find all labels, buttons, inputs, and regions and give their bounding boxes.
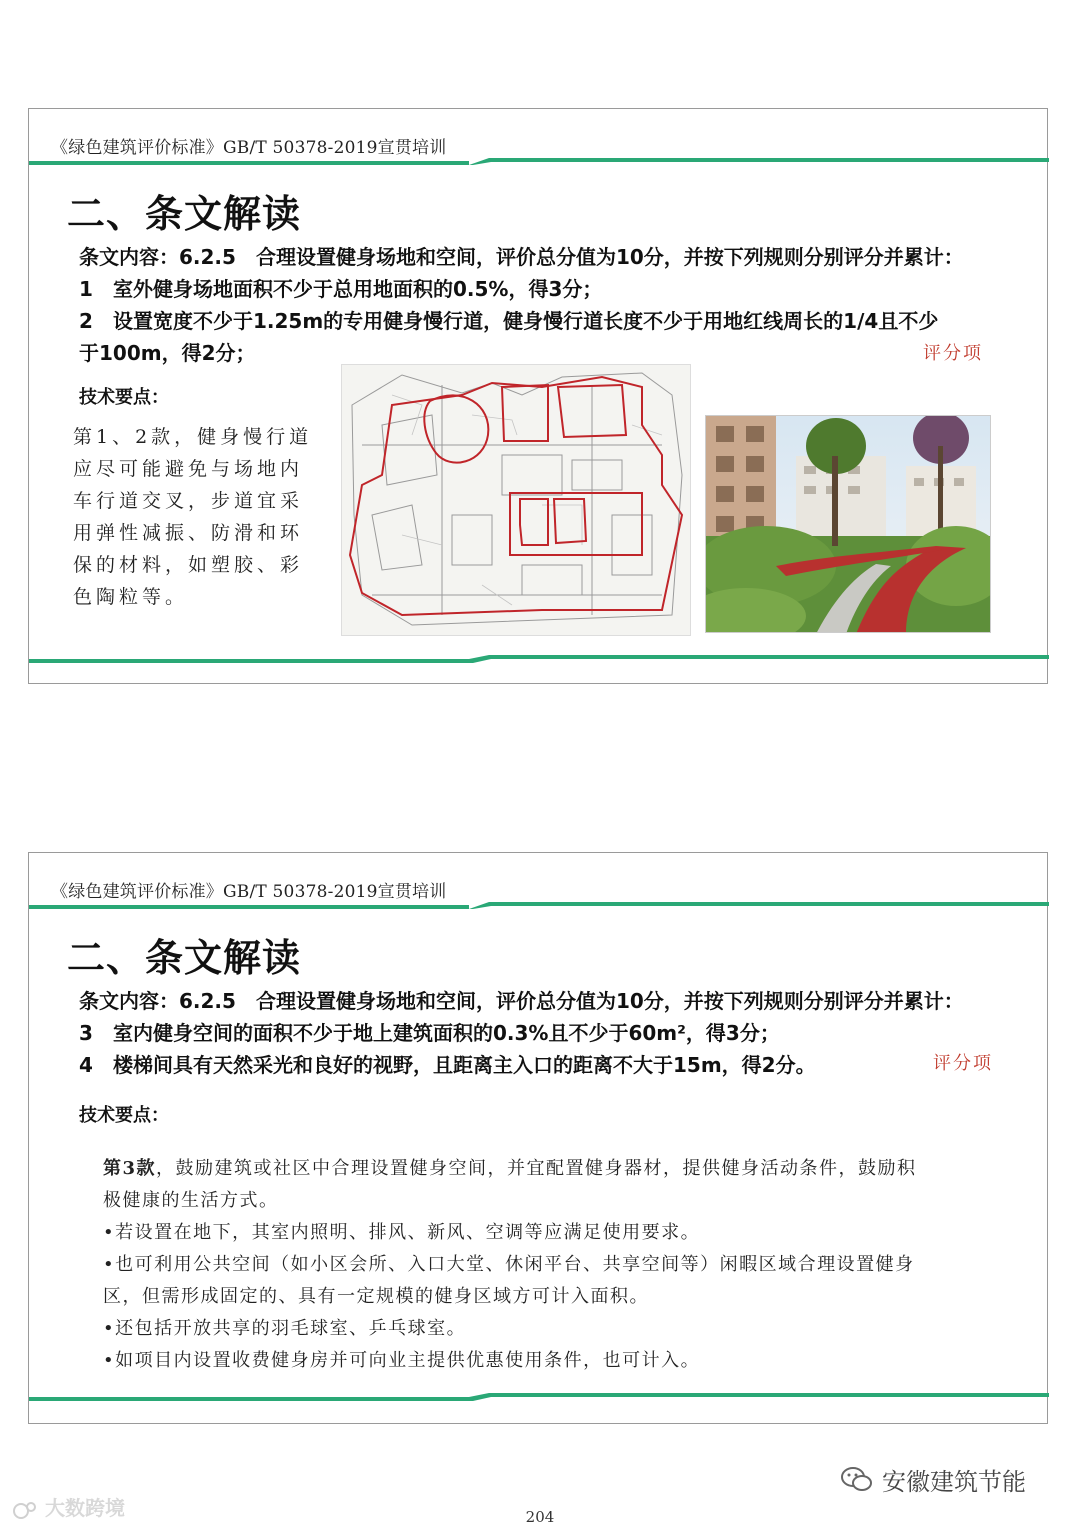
page-number: 204 — [525, 1508, 555, 1526]
clause-item — [79, 273, 602, 302]
slide-title: 二、条文解读 — [67, 936, 302, 980]
clause-item — [79, 1049, 816, 1078]
header-rule — [29, 899, 1049, 911]
bullet-item: •如项目内设置收费健身房并可向业主提供优惠使用条件，也可计入。 — [103, 1350, 701, 1371]
tech-label: 技术要点： — [79, 387, 169, 408]
item-number: 3 — [79, 1021, 93, 1045]
watermark-right — [840, 1462, 1026, 1497]
body-lead-rest: ，鼓励建筑或社区中合理设置健身空间，并宜配置健身器材，提供健身活动条件，鼓励积极健康的生活方式。 — [103, 1158, 917, 1211]
slide-header: 《绿色建筑评价标准》GB/T 50378-2019宣贯培训 — [51, 138, 447, 158]
score-tag: 评分项 — [933, 1053, 993, 1074]
item-continuation: 于100m，得2分； — [79, 341, 256, 365]
slide-title: 二、条文解读 — [67, 192, 302, 236]
wechat-icon — [840, 1466, 874, 1494]
item-text: 室外健身场地面积不少于总用地面积的0.5%，得3分； — [113, 277, 603, 301]
bullet-item: •还包括开放共享的羽毛球室、乒乓球室。 — [103, 1318, 467, 1339]
clause-text: 条文内容：6.2.5 合理设置健身场地和空间，评价总分值为10分，并按下列规则分别评分并累计： — [79, 245, 964, 269]
tech-label: 技术要点： — [79, 1105, 169, 1126]
footer-rule — [29, 1391, 1049, 1403]
body-lead: 第3款 — [103, 1158, 157, 1179]
watermark-left-text: 大数跨境 — [44, 1496, 125, 1520]
item-number: 2 — [79, 309, 93, 333]
footer-rule — [29, 653, 1049, 665]
item-text: 室内健身空间的面积不少于地上建筑面积的0.3%且不少于60m²，得3分； — [113, 1021, 780, 1045]
slide-2 — [28, 852, 1048, 1424]
fitness-track-photo — [705, 415, 991, 633]
bullet-item: •若设置在地下，其室内照明、排风、新风、空调等应满足使用要求。 — [103, 1222, 701, 1243]
item-number: 4 — [79, 1053, 93, 1077]
item-text: 楼梯间具有天然采光和良好的视野，且距离主入口的距离不大于15m，得2分。 — [113, 1053, 816, 1077]
clause-item — [79, 1017, 780, 1046]
clause-item — [79, 305, 938, 334]
tech-body — [103, 1153, 923, 1377]
bullet-item: •也可利用公共空间（如小区会所、入口大堂、休闲平台、共享空间等）闲暇区域合理设置健身区，但需形成固定的、具有一定规模的健身区域方可计入面积。 — [103, 1254, 915, 1307]
body-paragraph — [103, 1153, 923, 1217]
item-text: 设置宽度不少于1.25m的专用健身慢行道，健身慢行道长度不少于用地红线周长的1/4且不少 — [113, 309, 939, 333]
tech-note: 第1、2款，健身慢行道应尽可能避免与场地内车行道交叉，步道宜采用弹性减振、防滑和环保的材料，如塑胶、彩色陶粒等。 — [73, 426, 313, 608]
clause-text: 条文内容：6.2.5 合理设置健身场地和空间，评价总分值为10分，并按下列规则分别评分并累计： — [79, 989, 964, 1013]
watermark-right-text: 安徽建筑节能 — [882, 1468, 1026, 1496]
score-tag: 评分项 — [923, 343, 983, 364]
item-number: 1 — [79, 277, 93, 301]
header-rule — [29, 155, 1049, 167]
slide-1 — [28, 108, 1048, 684]
site-plan-image — [341, 364, 691, 636]
slide-header: 《绿色建筑评价标准》GB/T 50378-2019宣贯培训 — [51, 882, 447, 902]
